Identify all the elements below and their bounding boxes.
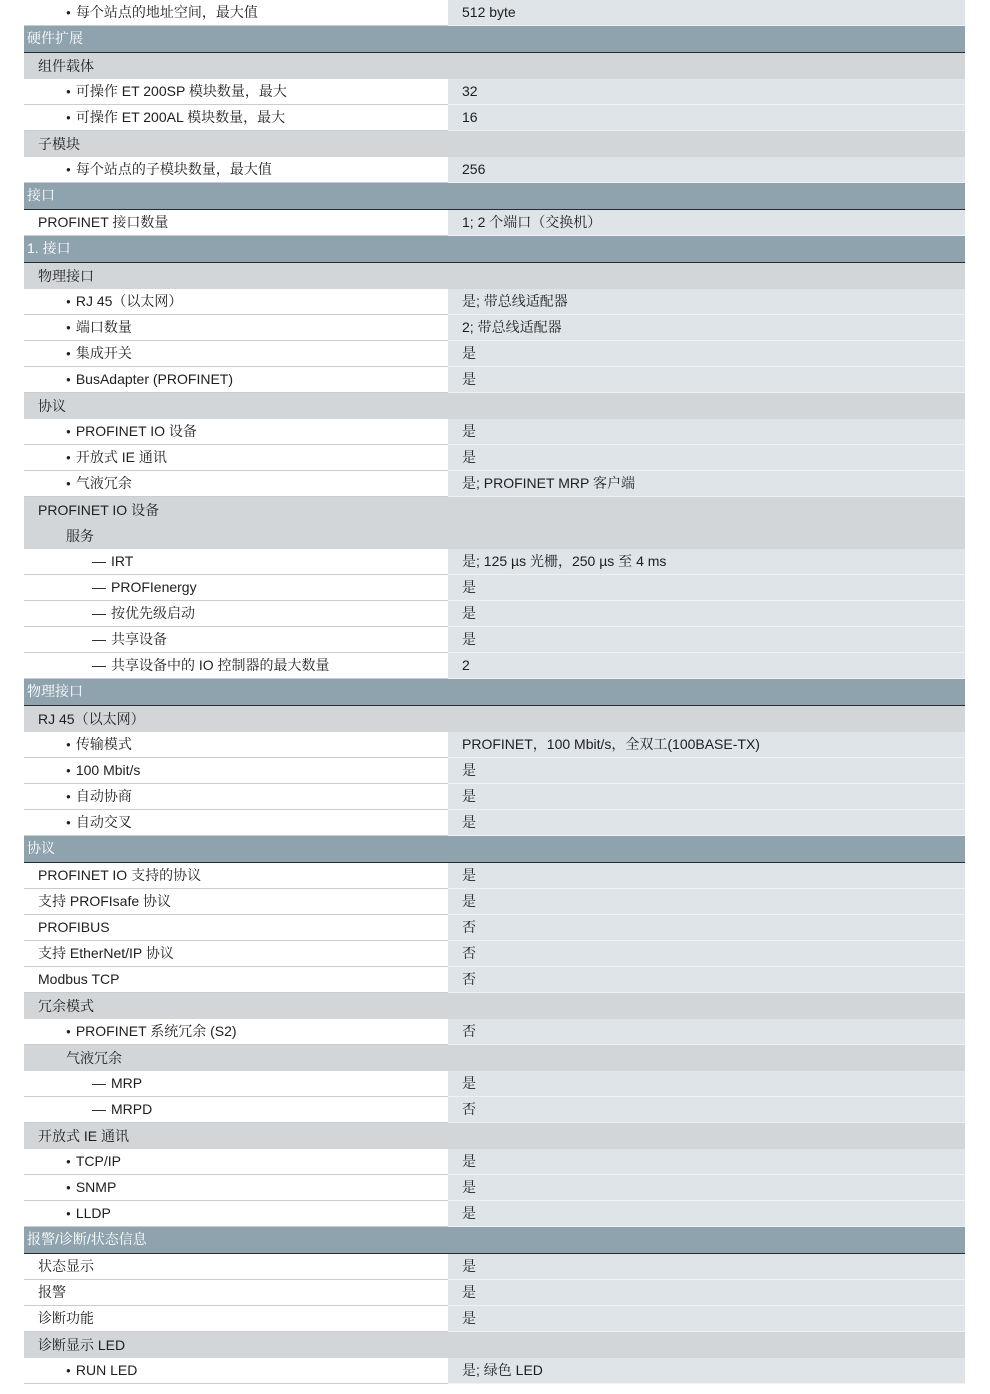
spec-row [24,1280,965,1306]
spec-label [24,941,448,967]
spec-value: 是 [448,1280,965,1306]
bullet-icon: ● [66,297,71,306]
spec-label-text: 每个站点的子模块数量，最大值 [75,161,272,177]
spec-label [24,601,448,627]
spec-label-text: TCP/IP [75,1153,121,1169]
spec-row [24,889,965,915]
spec-label-text: 可操作 ET 200SP 模块数量，最大 [75,83,287,99]
section-header: 接口 [24,183,965,210]
dash-icon: — [92,657,106,673]
spec-row [24,967,965,993]
section-header: 物理接口 [24,679,965,706]
spec-value: 是 [448,1149,965,1175]
spec-value: 是; PROFINET MRP 客户端 [448,471,965,497]
spec-label-text: 集成开关 [75,345,132,361]
spec-label [24,1097,448,1123]
spec-label-text: 诊断功能 [38,1310,94,1326]
spec-value: PROFINET，100 Mbit/s，全双工(100BASE-TX) [448,732,965,758]
spec-label [24,471,448,497]
spec-label [24,0,448,26]
spec-label-text: PROFINET 接口数量 [38,214,169,230]
bullet-icon: ● [66,427,71,436]
spec-row [24,549,965,575]
spec-label-text: 共享设备 [111,631,167,647]
spec-label-text: 自动交叉 [75,814,132,830]
spec-label [24,810,448,836]
spec-label [24,653,448,679]
spec-row [24,157,965,183]
spec-row [24,601,965,627]
spec-row [24,79,965,105]
spec-label [24,419,448,445]
bullet-icon: ● [66,792,71,801]
spec-label-text: PROFINET 系统冗余 (S2) [75,1023,237,1039]
section-header: 报警/诊断/状态信息 [24,1227,965,1254]
dash-icon: — [92,631,106,647]
spec-row [24,367,965,393]
spec-value: 是 [448,627,965,653]
spec-label-text: 支持 PROFIsafe 协议 [38,893,172,909]
bullet-icon: ● [66,1157,71,1166]
bullet-icon: ● [66,1209,71,1218]
spec-row [24,419,965,445]
bullet-icon: ● [66,766,71,775]
subsection-header: 物理接口 [24,263,965,289]
spec-label [24,315,448,341]
spec-value: 是 [448,1254,965,1280]
spec-label [24,889,448,915]
spec-label [24,1358,448,1384]
spec-row [24,758,965,784]
spec-label [24,1306,448,1332]
spec-label-text: MRP [111,1075,143,1091]
spec-label [24,863,448,889]
dash-icon: — [92,553,106,569]
spec-label-text: 共享设备中的 IO 控制器的最大数量 [111,657,330,673]
bullet-icon: ● [66,165,71,174]
dash-icon: — [92,579,106,595]
spec-row [24,105,965,131]
dash-icon: — [92,1075,106,1091]
spec-value: 是 [448,601,965,627]
spec-value: 是 [448,1071,965,1097]
spec-label-text: 100 Mbit/s [75,762,141,778]
spec-value: 2 [448,653,965,679]
spec-label-text: 支持 EtherNet/IP 协议 [38,945,174,961]
spec-value: 是; 绿色 LED [448,1358,965,1384]
spec-value: 是 [448,784,965,810]
spec-label [24,627,448,653]
spec-value: 否 [448,941,965,967]
spec-value: 否 [448,967,965,993]
bullet-icon: ● [66,740,71,749]
spec-label-text: 每个站点的地址空间，最大值 [75,4,258,20]
spec-row [24,1358,965,1384]
spec-label [24,732,448,758]
spec-value: 是 [448,889,965,915]
spec-label-text: PROFIenergy [111,579,197,595]
bullet-icon: ● [66,818,71,827]
spec-label [24,341,448,367]
spec-label-text: 气液冗余 [75,475,132,491]
spec-label [24,915,448,941]
dash-icon: — [92,605,106,621]
spec-value: 32 [448,79,965,105]
spec-value: 是 [448,367,965,393]
spec-label-text: RUN LED [75,1362,138,1378]
spec-label [24,289,448,315]
bullet-icon: ● [66,1027,71,1036]
spec-label-text: MRPD [111,1101,153,1117]
spec-row [24,1306,965,1332]
spec-value: 16 [448,105,965,131]
spec-label-text: 状态显示 [38,1258,94,1274]
spec-label-text: PROFIBUS [38,919,110,935]
spec-label [24,967,448,993]
spec-value: 是 [448,1306,965,1332]
spec-value: 是 [448,341,965,367]
spec-value: 是 [448,445,965,471]
spec-value: 256 [448,157,965,183]
spec-row [24,1097,965,1123]
spec-row [24,1019,965,1045]
spec-value: 2; 带总线适配器 [448,315,965,341]
spec-label [24,1201,448,1227]
spec-row [24,810,965,836]
bullet-icon: ● [66,375,71,384]
subsection-header: 开放式 IE 通讯 [24,1123,965,1149]
bullet-icon: ● [66,349,71,358]
spec-row [24,1175,965,1201]
spec-label-text: IRT [111,553,134,569]
subsection-header: 冗余模式 [24,993,965,1019]
bullet-icon: ● [66,87,71,96]
bullet-icon: ● [66,113,71,122]
spec-row [24,627,965,653]
spec-label-text: 按优先级启动 [111,605,195,621]
bullet-icon: ● [66,323,71,332]
spec-value: 是 [448,1201,965,1227]
bullet-icon: ● [66,1366,71,1375]
spec-label-text: SNMP [75,1179,117,1195]
spec-label-text: 自动协商 [75,788,132,804]
spec-row [24,653,965,679]
spec-value: 是 [448,863,965,889]
subsection-header: PROFINET IO 设备 [24,497,965,523]
spec-row [24,0,965,26]
spec-row [24,445,965,471]
spec-row [24,732,965,758]
spec-label-text: 开放式 IE 通讯 [75,449,167,465]
spec-label-text: 可操作 ET 200AL 模块数量，最大 [75,109,286,125]
spec-value: 是; 125 µs 光栅，250 µs 至 4 ms [448,549,965,575]
subsection-header: 子模块 [24,131,965,157]
spec-label [24,1175,448,1201]
spec-label-text: LLDP [75,1205,111,1221]
spec-row [24,1254,965,1280]
dash-icon: — [92,1101,106,1117]
spec-label-text: PROFINET IO 设备 [75,423,197,439]
spec-label [24,157,448,183]
spec-value: 1; 2 个端口（交换机） [448,210,965,236]
spec-row [24,341,965,367]
spec-value: 是 [448,1175,965,1201]
spec-label [24,1149,448,1175]
section-header: 1. 接口 [24,236,965,263]
spec-label-text: 报警 [38,1284,66,1300]
spec-label [24,1071,448,1097]
spec-value: 否 [448,1097,965,1123]
spec-row [24,210,965,236]
spec-label [24,758,448,784]
spec-table [24,0,965,1384]
spec-label-text: 传输模式 [75,736,132,752]
spec-value: 否 [448,1019,965,1045]
spec-row [24,315,965,341]
spec-row [24,289,965,315]
spec-label-text: 端口数量 [75,319,132,335]
spec-row [24,1149,965,1175]
spec-label [24,367,448,393]
spec-label [24,445,448,471]
subsection-header: 气液冗余 [24,1045,965,1071]
spec-label [24,784,448,810]
spec-label [24,1254,448,1280]
spec-label [24,1019,448,1045]
spec-value: 512 byte [448,0,965,26]
spec-label [24,1280,448,1306]
bullet-icon: ● [66,453,71,462]
spec-value: 是; 带总线适配器 [448,289,965,315]
spec-value: 否 [448,915,965,941]
spec-row [24,941,965,967]
spec-label [24,575,448,601]
spec-label-text: PROFINET IO 支持的协议 [38,867,202,883]
spec-row [24,575,965,601]
subsection-header: 服务 [24,523,965,549]
spec-label [24,105,448,131]
spec-label [24,79,448,105]
subsection-header: 组件载体 [24,53,965,79]
spec-label [24,549,448,575]
spec-label [24,210,448,236]
spec-row [24,1071,965,1097]
bullet-icon: ● [66,1183,71,1192]
spec-value: 是 [448,758,965,784]
spec-row [24,915,965,941]
spec-value: 是 [448,810,965,836]
spec-label-text: BusAdapter (PROFINET) [75,371,233,387]
section-header: 硬件扩展 [24,26,965,53]
subsection-header: RJ 45（以太网） [24,706,965,732]
subsection-header: 诊断显示 LED [24,1332,965,1358]
spec-row [24,863,965,889]
spec-value: 是 [448,419,965,445]
spec-label-text: Modbus TCP [38,971,120,987]
section-header: 协议 [24,836,965,863]
bullet-icon: ● [66,479,71,488]
spec-row [24,784,965,810]
spec-row [24,1201,965,1227]
bullet-icon: ● [66,8,71,17]
spec-label-text: RJ 45（以太网） [75,293,183,309]
subsection-header: 协议 [24,393,965,419]
spec-value: 是 [448,575,965,601]
spec-row [24,471,965,497]
